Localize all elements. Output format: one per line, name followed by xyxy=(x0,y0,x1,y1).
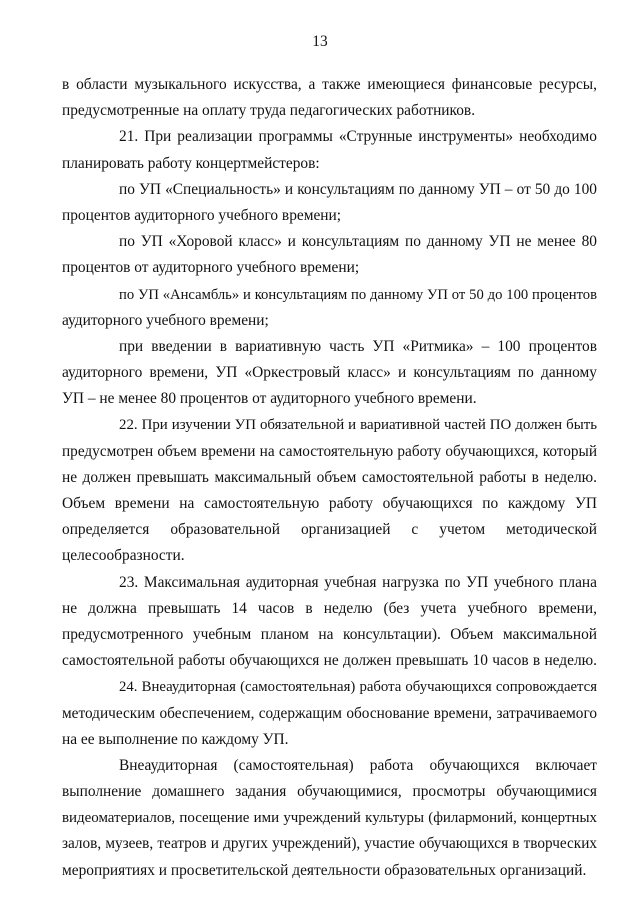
text-line: видеоматериалов, посещение ими учреждений культуры (филармоний, концертных xyxy=(62,810,597,827)
text-line: процентов от аудиторного учебного времени; xyxy=(62,259,360,277)
text-line: 21. При реализации программы «Струнные инструменты» необходимо xyxy=(119,128,597,146)
text-line: аудиторного времени, УП «Оркестровый класс» и консультациям по данному xyxy=(62,364,597,382)
text-line: методическим обеспечением, содержащим обоснование времени, затрачиваемого xyxy=(62,704,597,722)
text-line: целесообразности. xyxy=(62,547,185,565)
text-line: по УП «Специальность» и консультациям по данному УП – от 50 до 100 xyxy=(119,180,597,198)
text-line: планировать работу концертмейстеров: xyxy=(62,154,320,172)
text-line: при введении в вариативную часть УП «Ритмика» – 100 процентов xyxy=(119,337,597,355)
text-line: самостоятельной работы обучающихся не должен превышать 10 часов в неделю. xyxy=(62,652,597,670)
text-line: 24. Внеаудиторная (самостоятельная) работа обучающихся сопровождается xyxy=(119,679,597,696)
text-line: предусмотрен объем времени на самостоятельную работу обучающихся, который xyxy=(62,442,597,460)
text-line: предусмотренные на оплату труда педагогических работников. xyxy=(62,102,476,120)
document-body xyxy=(62,72,597,884)
text-line: процентов аудиторного учебного времени; xyxy=(62,206,342,224)
text-line: предусмотренного учебным планом на консультации). Объем максимальной xyxy=(62,625,597,643)
text-line: Объем времени на самостоятельную работу обучающихся по каждому УП xyxy=(62,495,597,512)
text-line: 23. Максимальная аудиторная учебная нагрузка по УП учебного плана xyxy=(119,573,597,591)
text-line: аудиторного учебного времени; xyxy=(62,311,269,329)
page-number: 13 xyxy=(312,33,328,50)
text-line: не должен превышать максимальный объем самостоятельной работы в неделю. xyxy=(62,468,597,486)
text-line: выполнение домашнего задания обучающимися, просмотры обучающимися xyxy=(62,783,597,801)
text-line: на ее выполнение по каждому УП. xyxy=(62,730,289,748)
text-line: мероприятиях и просветительской деятельности образовательных организаций. xyxy=(62,861,587,879)
text-line: не должна превышать 14 часов в неделю (без учета учебного времени, xyxy=(62,599,597,617)
text-line: УП – не менее 80 процентов от аудиторного учебного времени. xyxy=(62,390,477,408)
text-line: залов, музеев, театров и других учреждений), участие обучающихся в творческих xyxy=(62,835,597,853)
text-line: в области музыкального искусства, а также имеющиеся финансовые ресурсы, xyxy=(62,76,597,93)
text-line: Внеаудиторная (самостоятельная) работа обучающихся включает xyxy=(119,756,597,774)
text-line: по УП «Хоровой класс» и консультациям по данному УП не менее 80 xyxy=(119,233,597,251)
text-line: определяется образовательной организацией с учетом методической xyxy=(62,521,597,539)
text-line: 22. При изучении УП обязательной и вариативной частей ПО должен быть xyxy=(119,417,597,434)
text-line: по УП «Ансамбль» и консультациям по данному УП от 50 до 100 процентов xyxy=(119,286,597,303)
